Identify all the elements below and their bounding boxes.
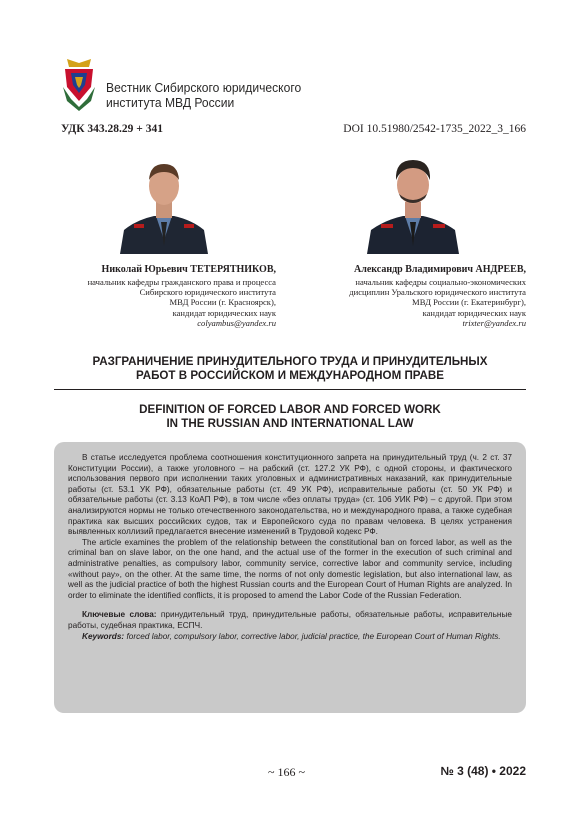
abstract-en: The article examines the problem of the relationship between the constitutional ban on forced labor, as well as the criminal ban on slave labor, on the one hand, and the actual use of the former in the execution of such criminal and administrative penalties, as compulsory labor, community service, corrective labor and community service, including «without pay», on the other. At the same time, the norms of not only domestic legislation, but also international law, as well as the judicial practice of both the highest Russian courts and the European Court of Human Rights are analyzed. In order to eliminate the identified conflicts, it is proposed to amend the Labor Code of the Russian Federation.	[68, 537, 512, 600]
issue-number: № 3 (48) • 2022	[440, 764, 526, 778]
author-email[interactable]: trixter@yandex.ru	[462, 318, 526, 329]
author-info	[36, 264, 276, 329]
mvd-emblem-icon	[61, 57, 97, 111]
title-line: IN THE RUSSIAN AND INTERNATIONAL LAW	[166, 416, 414, 430]
keywords-ru	[68, 610, 512, 631]
udk-code: УДК 343.28.29 + 341	[61, 123, 163, 135]
author-photo	[365, 150, 461, 254]
title-line: РАЗГРАНИЧЕНИЕ ПРИНУДИТЕЛЬНОГО ТРУДА И ПРИНУДИТЕЛЬНЫХ	[92, 355, 488, 368]
article-title-en	[54, 403, 526, 430]
keywords-en-label: Keywords:	[82, 631, 125, 641]
author-position: МВД России (г. Екатеринбург),	[412, 297, 526, 308]
author-photo	[116, 150, 212, 254]
doi: DOI 10.51980/2542-1735_2022_3_166	[343, 123, 526, 135]
author-degree: кандидат юридических наук	[172, 307, 276, 318]
journal-title-line: Вестник Сибирского юридического	[106, 80, 302, 95]
keywords-en-text: forced labor, compulsory labor, corrective labor, judicial practice, the European Court of Human Rights.	[124, 631, 501, 641]
author-position: начальник кафедры гражданского права и процесса	[87, 276, 276, 287]
journal-logo	[61, 57, 97, 111]
page-number: ~ 166 ~	[268, 765, 305, 779]
abstract-ru: В статье исследуется проблема соотношения конституционного запрета на принудительный труд (ч. 2 ст. 37 Конституции России), а также уголовного – на рабский (ст. 127.2 УК РФ), с одной стороны, и фактического использования первого при исполнении таких уголовных и административных наказаний, как принудительные работы (ст. 53.1 УК РФ), обязательные работы (ст. 49 УК РФ), исправительные работы (ст. 50 УК РФ) и обязательные работы (ст. 3.13 КоАП РФ), в том числе «без оплаты труда» (ст. 106 УИК РФ) – с другой. При этом анализируются нормы не только отечественного законодательства, но и международного права, а также судебная практика как высших российских судов, так и Европейского суда по правам человека. В целях устранения выявленных коллизий предлагается внесение изменений в Трудовой кодекс РФ.	[68, 453, 512, 537]
author-name: Александр Владимирович АНДРЕЕВ,	[353, 264, 526, 275]
title-divider	[54, 389, 526, 390]
keywords-ru-text: принудительный труд, принудительные работы, обязательные работы, исправительные работы, судебная практика, ЕСПЧ.	[68, 610, 512, 630]
author-position: дисциплин Уральского юридического института	[349, 286, 526, 297]
author-position: МВД России (г. Красноярск),	[169, 297, 276, 308]
title-line: DEFINITION OF FORCED LABOR AND FORCED WORK	[139, 403, 441, 416]
author-position: начальник кафедры социально-экономических	[355, 276, 526, 287]
author-position: Сибирского юридического института	[139, 286, 276, 297]
keywords-en	[68, 632, 512, 643]
author-degree: кандидат юридических наук	[422, 307, 526, 318]
keywords-ru-label: Ключевые слова:	[82, 610, 157, 620]
author-info	[286, 264, 526, 329]
journal-title	[106, 80, 301, 110]
title-line: РАБОТ В РОССИЙСКОМ И МЕЖДУНАРОДНОМ ПРАВЕ	[136, 368, 444, 382]
article-title-ru	[54, 355, 526, 382]
author-email[interactable]: colyambus@yandex.ru	[197, 318, 276, 329]
abstract-box	[54, 442, 526, 713]
author-name: Николай Юрьевич ТЕТЕРЯТНИКОВ,	[101, 264, 276, 275]
journal-title-line: института МВД России	[106, 95, 235, 110]
